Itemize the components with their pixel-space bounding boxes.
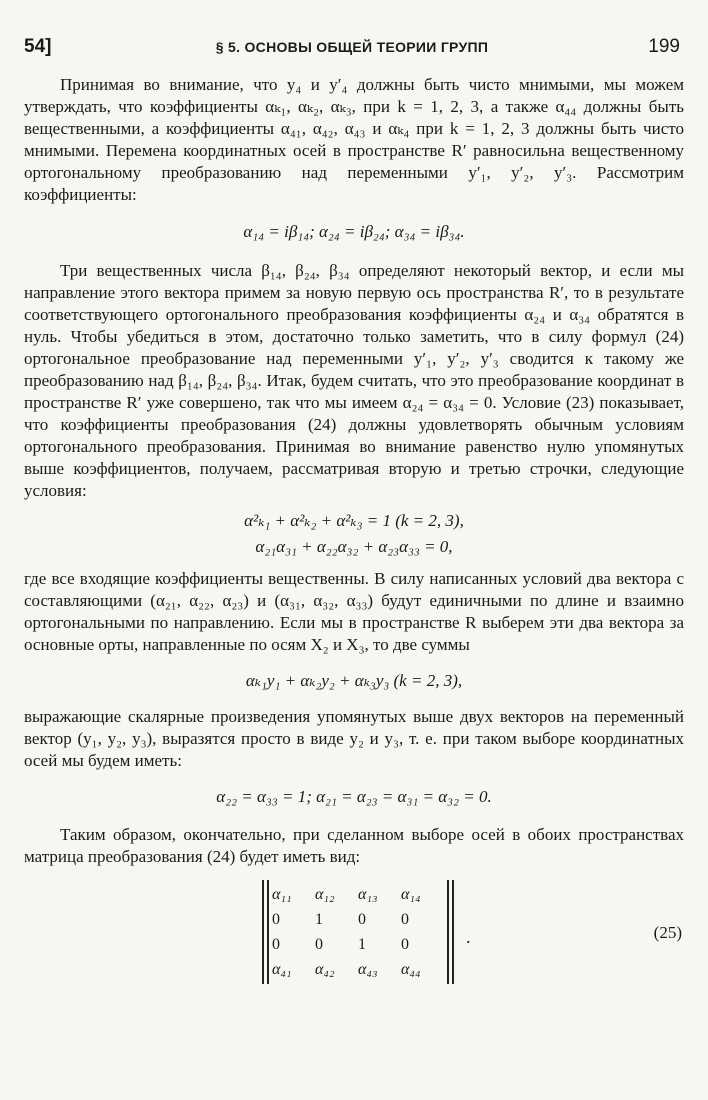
matrix-cell: α₄₃: [358, 960, 378, 978]
matrix-cell: 0: [272, 910, 280, 928]
matrix-cell: α₄₁: [272, 960, 292, 978]
matrix-cell: α₄₄: [401, 960, 421, 978]
paragraph-3: где все входящие коэффициенты вещественны. В силу написанных условий два вектора с составляющими (α₂₁, α₂₂, α₂₃) и (α₃₁, α₃₂, α₃₃) будут единичными по длине и взаимно ортогональными по направлению. Если мы в пространстве R выберем эти два вектора за основные орты, направленные по осям X₂ и X₃, то две суммы: [24, 569, 684, 654]
matrix-row: [272, 932, 444, 957]
matrix-cell: 0: [315, 935, 323, 953]
matrix-cell: α₁₄: [401, 885, 421, 903]
matrix-period: .: [466, 927, 471, 947]
section-number: 54]: [24, 36, 52, 57]
transformation-matrix: [262, 880, 454, 984]
matrix-cell: α₄₂: [315, 960, 335, 978]
matrix-cell: 0: [401, 910, 409, 928]
matrix-cell: 0: [401, 935, 409, 953]
matrix-row: [272, 907, 444, 932]
page-header: [24, 36, 680, 60]
paragraph-2: Три вещественных числа β₁₄, β₂₄, β₃₄ определяют некоторый вектор, и если мы направление этого вектора примем за новую первую ось пространства R′, то в результате соответствующего ортогонального преобразования коэффициенты α₂₄ и α₃₄ обратятся в нуль. Чтобы убедиться в этом, достаточно только заметить, что в силу формул (24) ортогональное преобразование над переменными y′₁, y′₂, y′₃ сводится к такому же преобразованию над β₁₄, β₂₄, β₃₄. Итак, будем считать, что это преобразование координат в пространстве R′ уже совершено, так что мы имеем α₂₄ = α₃₄ = 0. Условие (23) показывает, что коэффициенты преобразования (24) должны удовлетворять обычным условиям ортогонального преобразования. Принимая во внимание равенство нулю упомянутых выше коэффициентов, получаем, рассматривая вторую и третью строчки, следующие условия:: [24, 261, 684, 500]
formula-orthogonality-condition: α₂₁α₃₁ + α₂₂α₃₂ + α₂₃α₃₃ = 0,: [255, 537, 453, 556]
page-body: [24, 74, 684, 992]
page-number: 199: [648, 36, 680, 57]
matrix-cell: α₁₁: [272, 885, 292, 903]
matrix-row: [272, 882, 444, 907]
matrix-cell: 0: [358, 910, 366, 928]
running-title: § 5. ОСНОВЫ ОБЩЕЙ ТЕОРИИ ГРУПП: [215, 39, 489, 55]
matrix-cell: 0: [272, 935, 280, 953]
paragraph-4: выражающие скалярные произведения упомянутых выше двух векторов на переменный вектор (y₁, y₂, y₃), выразятся просто в виде y₂ и y₃, т. е. при таком выборе координатных осей мы будем иметь:: [24, 707, 684, 770]
formula-alpha-values: α₂₂ = α₃₃ = 1; α₂₁ = α₂₃ = α₃₁ = α₃₂ = 0.: [216, 787, 492, 806]
paragraph-1: Принимая во внимание, что y₄ и y′₄ должны быть чисто мнимыми, мы можем утверждать, что коэффициенты αₖ₁, αₖ₂, αₖ₃, при k = 1, 2, 3, а также α₄₄ должны быть вещественными, а коэффициенты α₄₁, α₄₂, α₄₃ и αₖ₄ при k = 1, 2, 3 должны быть чисто мнимыми. Перемена координатных осей в пространстве R′ равносильна вещественному ортогональному преобразованию над переменными y′₁, y′₂, y′₃. Рассмотрим коэффициенты:: [24, 75, 684, 204]
paragraph-5: Таким образом, окончательно, при сделанном выборе осей в обоих пространствах матрица преобразования (24) будет иметь вид:: [24, 825, 684, 866]
formula-unit-condition: α²ₖ₁ + α²ₖ₂ + α²ₖ₃ = 1 (k = 2, 3),: [244, 511, 464, 530]
matrix-cell: 1: [315, 910, 323, 928]
matrix-cell: α₁₂: [315, 885, 335, 903]
formula-sums: αₖ₁y₁ + αₖ₂y₂ + αₖ₃y₃ (k = 2, 3),: [245, 671, 463, 690]
matrix-equation: [24, 880, 684, 992]
matrix-cell: 1: [358, 935, 366, 953]
matrix-cell: α₁₃: [358, 885, 378, 903]
equation-number: (25): [653, 923, 682, 942]
formula-beta-coefficients: α₁₄ = iβ₁₄; α₂₄ = iβ₂₄; α₃₄ = iβ₃₄.: [243, 222, 465, 241]
matrix-row: [272, 957, 444, 982]
